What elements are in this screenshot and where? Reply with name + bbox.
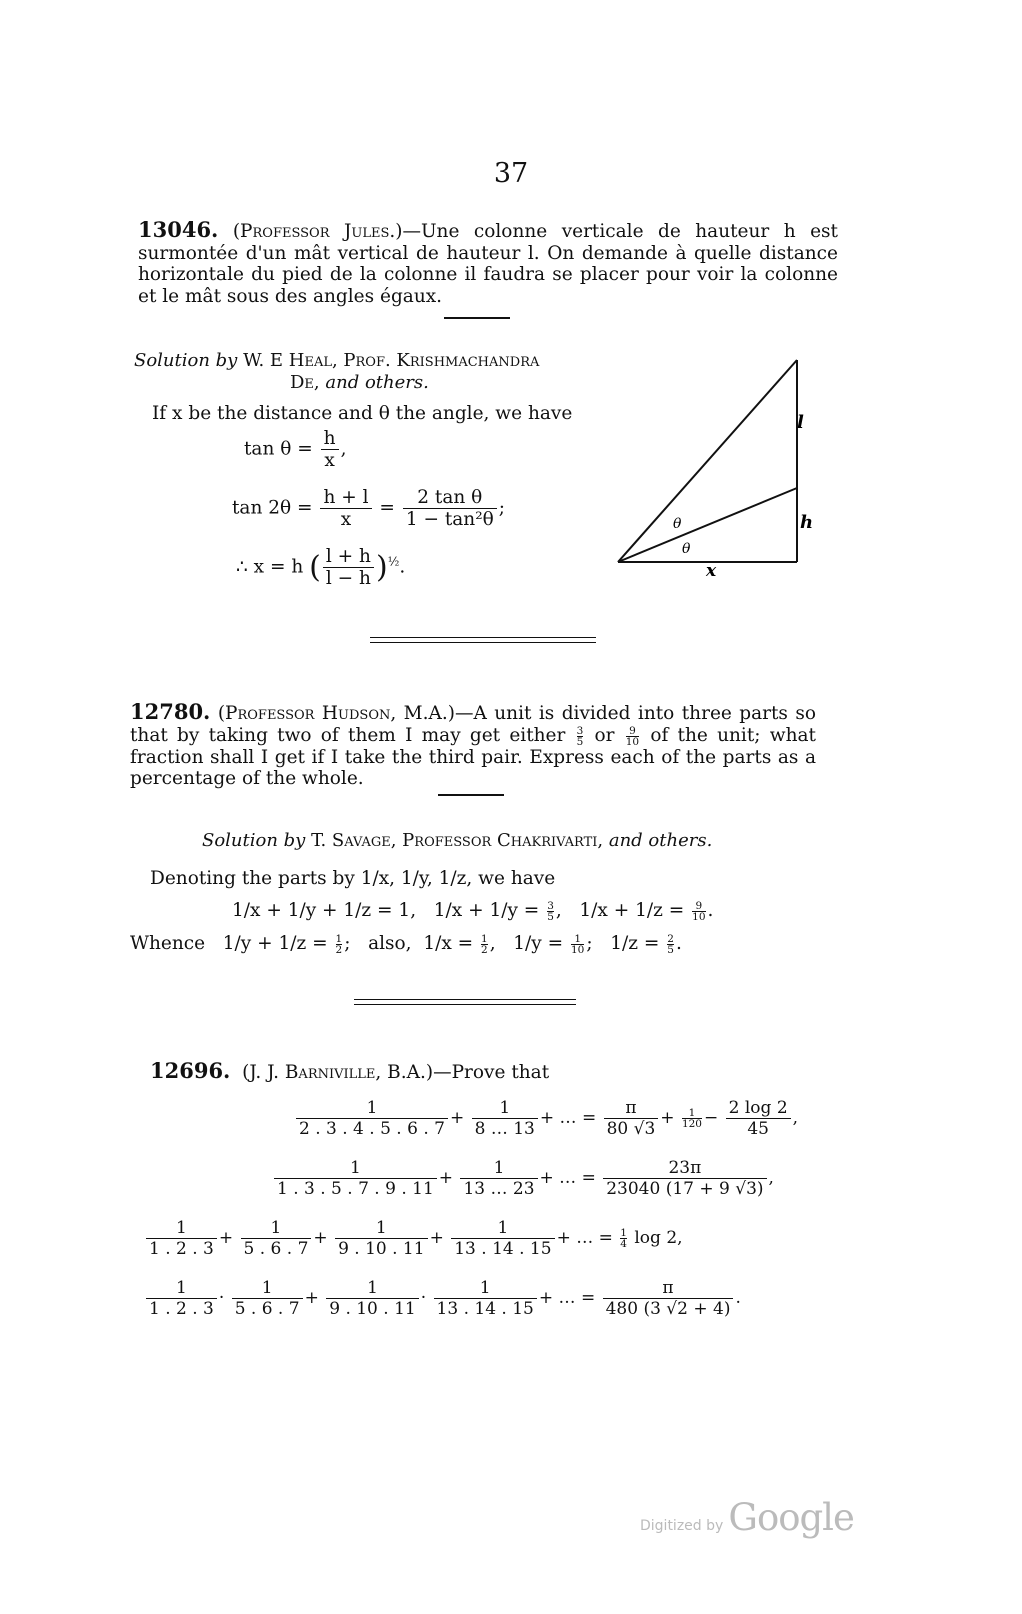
equation-tan-theta: tan θ = $\frac{h}{x}$ , bbox=[244, 428, 347, 471]
series-identity-1: $\frac{1}{2 . 3 . 4 . 5 . 6 . 7}$ + $\frac{1}{8 \dots 13}$ + … = $\frac{\pi}{80 √3}$ + $\frac{1}{120}$ − $\frac{2 \log 2}{45}$ , bbox=[294, 1098, 798, 1139]
equation-line-2: Whence 1/y + 1/z = $\frac{1}{2}$ ; also, 1/x = $\frac{1}{2}$ , 1/y = $\frac{1}{10}$ ; 1/z = $\frac{2}{5}$ . bbox=[130, 933, 682, 956]
section-divider bbox=[370, 637, 596, 643]
label-l: l bbox=[797, 412, 804, 433]
problem-13046-statement bbox=[138, 219, 838, 307]
proposer: (Professor Hudson, M.A.) bbox=[217, 703, 455, 724]
short-rule bbox=[444, 317, 510, 319]
triangle-figure bbox=[600, 350, 830, 590]
label-x: x bbox=[706, 561, 717, 581]
section-divider bbox=[354, 999, 576, 1005]
equation-tan-2theta: tan 2θ = $\frac{h + l}{x}$ = $\frac{\text{2 tan θ}}{\text{1 − tan²θ}}$ ; bbox=[232, 487, 506, 530]
solution-intro: If x be the distance and θ the angle, we have bbox=[152, 403, 573, 424]
series-identity-3: $\frac{1}{1 . 2 . 3}$ + $\frac{1}{5 . 6 . 7}$ + $\frac{1}{9 . 10 . 11}$ + $\frac{1}{13 . 14 . 15}$ + … = $\frac{1}{4}$ log 2, bbox=[144, 1218, 683, 1259]
problem-number: 13046. bbox=[138, 217, 219, 242]
page-number: 37 bbox=[493, 158, 529, 189]
solution-intro: Denoting the parts by 1/x, 1/y, 1/z, we have bbox=[150, 868, 556, 889]
label-theta-lower: θ bbox=[682, 541, 691, 557]
digitized-by-google-watermark: Digitized by Google bbox=[640, 1496, 854, 1539]
proposer: (Professor Jules.) bbox=[232, 221, 403, 242]
problem-text: —Une colonne verticale de hauteur h est surmontée d'un mât vertical de hauteur l. On demande à quelle distance horizontale du pied de la colonne il faudra se placer pour voir la colonne et le mât sous des angles égaux. bbox=[138, 221, 838, 307]
equation-x-result: ∴ x = h ( $\frac{l + h}{l - h}$ )$^{\frac{1}{2}}$. bbox=[236, 546, 406, 589]
problem-number: 12780. bbox=[130, 699, 211, 724]
problem-12696-statement: 12696. (J. J. Barniville, B.A.)—Prove that bbox=[150, 1058, 550, 1083]
label-theta-upper: θ bbox=[673, 516, 682, 532]
google-logo: Google bbox=[728, 1496, 854, 1539]
equation-line-1: 1/x + 1/y + 1/z = 1, 1/x + 1/y = $\frac{3}{5}$ , 1/x + 1/z = $\frac{9}{10}$ . bbox=[232, 900, 714, 923]
series-identity-4: $\frac{1}{1 . 2 . 3}$ · $\frac{1}{5 . 6 . 7}$ + $\frac{1}{9 . 10 . 11}$ · $\frac{1}{13 . 14 . 15}$ + … = $\frac{\pi}{480 (3 √2 + 4)}$ . bbox=[144, 1278, 741, 1319]
solution-credit: Solution by W. E Heal, Prof. Krishmachandra bbox=[134, 350, 540, 371]
solution-credit: Solution by T. Savage, Professor Chakrivarti, and others. bbox=[202, 830, 713, 851]
series-identity-2: $\frac{1}{1 . 3 . 5 . 7 . 9 . 11}$ + $\frac{1}{13 \dots 23}$ + … = $\frac{23\pi}{23040 (17 + 9 √3)}$ , bbox=[272, 1158, 774, 1199]
problem-number: 12696. bbox=[150, 1058, 231, 1083]
proposer: (J. J. Barniville, B.A.) bbox=[242, 1062, 434, 1083]
problem-12780-statement: 12780. (Professor Hudson, M.A.)—A unit is divided into three parts so that by taking two of them I may get either $\frac{3}{5}$ or $\frac{9}{10}$ of the unit; what fraction shall I get if I take the third pair. Express each of the parts as a percentage of the whole. bbox=[130, 699, 816, 789]
solution-credit-line2: De, and others. bbox=[290, 372, 429, 393]
short-rule bbox=[438, 794, 504, 796]
label-h: h bbox=[800, 512, 814, 533]
